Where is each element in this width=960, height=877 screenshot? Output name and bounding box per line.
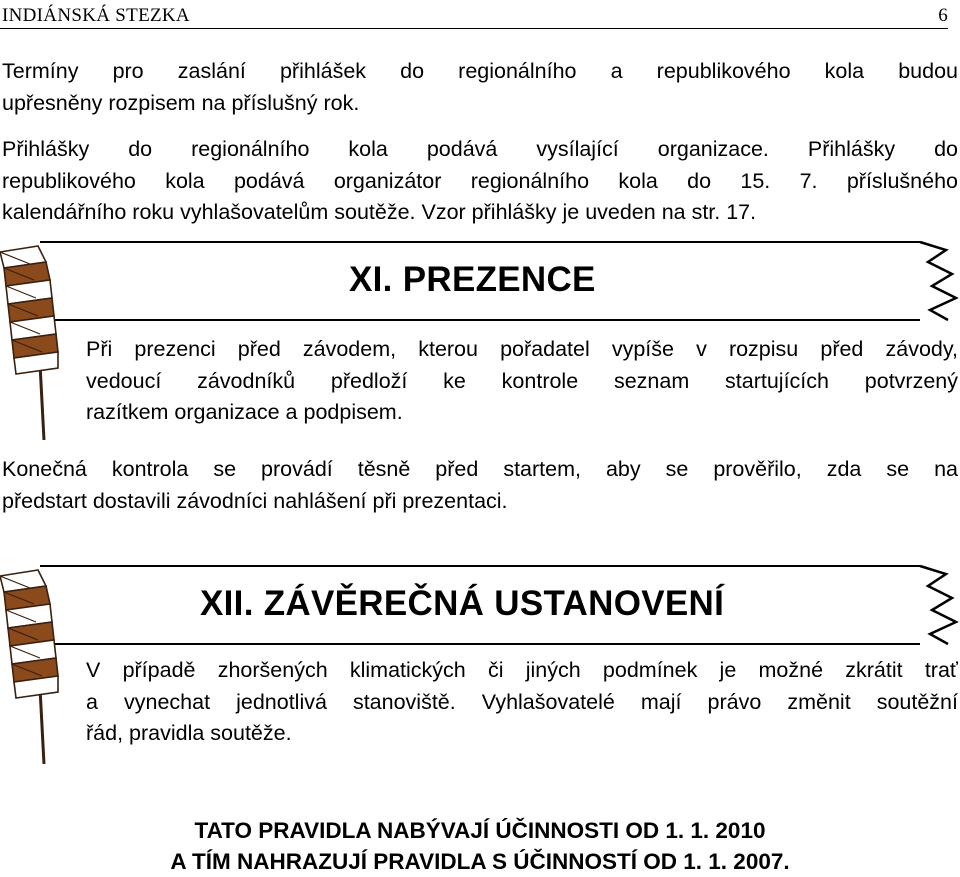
- intro-paragraph-2: [2, 134, 958, 229]
- section-12-heading: XII. ZÁVĚREČNÁ USTANOVENÍ: [200, 584, 725, 623]
- zigzag-edge-icon: [920, 242, 956, 320]
- text-line: Konečná kontrola se provádí těsně před startem, aby se prověřilo, zda se na: [2, 457, 958, 481]
- text-line: Při prezenci před závodem, kterou pořadatel vypíše v rozpisu před závody,: [86, 337, 958, 361]
- zigzag-edge-icon: [920, 566, 956, 644]
- section-11-paragraph-2: [2, 454, 958, 517]
- feather-headdress-icon: [0, 570, 58, 764]
- header-title: INDIÁNSKÁ STEZKA: [2, 5, 190, 26]
- section-11-paragraph-1: [86, 334, 958, 429]
- text-line: vedoucí závodníků předloží ke kontrole seznam startujících potvrzený: [86, 368, 958, 393]
- text-line: předstart dostavili závodníci nahlášení při prezentaci.: [2, 488, 508, 513]
- text-line: Termíny pro zaslání přihlášek do regionálního a republikového kola budou: [2, 59, 958, 83]
- section-12-paragraph-1: [86, 655, 958, 750]
- section-11-heading: XI. PREZENCE: [349, 260, 596, 299]
- text-line: V případě zhoršených klimatických či jiných podmínek je možné zkrátit trať: [86, 658, 958, 682]
- text-line: kalendářního roku vyhlašovatelům soutěže. Vzor přihlášky je uveden na str. 17.: [2, 200, 757, 224]
- text-line: upřesněny rozpisem na příslušný rok.: [2, 90, 360, 115]
- text-line: a vynechat jednotlivá stanoviště. Vyhlašovatelé mají právo změnit soutěžní: [86, 689, 958, 714]
- text-line: razítkem organizace a podpisem.: [86, 400, 403, 424]
- closing-statement: [0, 815, 960, 877]
- closing-line-1: TATO PRAVIDLA NABÝVAJÍ ÚČINNOSTI OD 1. 1. 2010: [194, 818, 766, 843]
- text-line: řád, pravidla soutěže.: [86, 721, 292, 745]
- page-number: 6: [938, 5, 948, 26]
- page-header: [0, 4, 948, 29]
- intro-paragraph-1: [2, 56, 958, 119]
- closing-line-2: A TÍM NAHRAZUJÍ PRAVIDLA S ÚČINNOSTÍ OD 1. 1. 2007.: [170, 849, 790, 874]
- text-line: Přihlášky do regionálního kola podává vysílající organizace. Přihlášky do: [2, 137, 958, 161]
- feather-headdress-icon: [0, 246, 58, 440]
- text-line: republikového kola podává organizátor regionálního kola do 15. 7. příslušného: [2, 168, 958, 193]
